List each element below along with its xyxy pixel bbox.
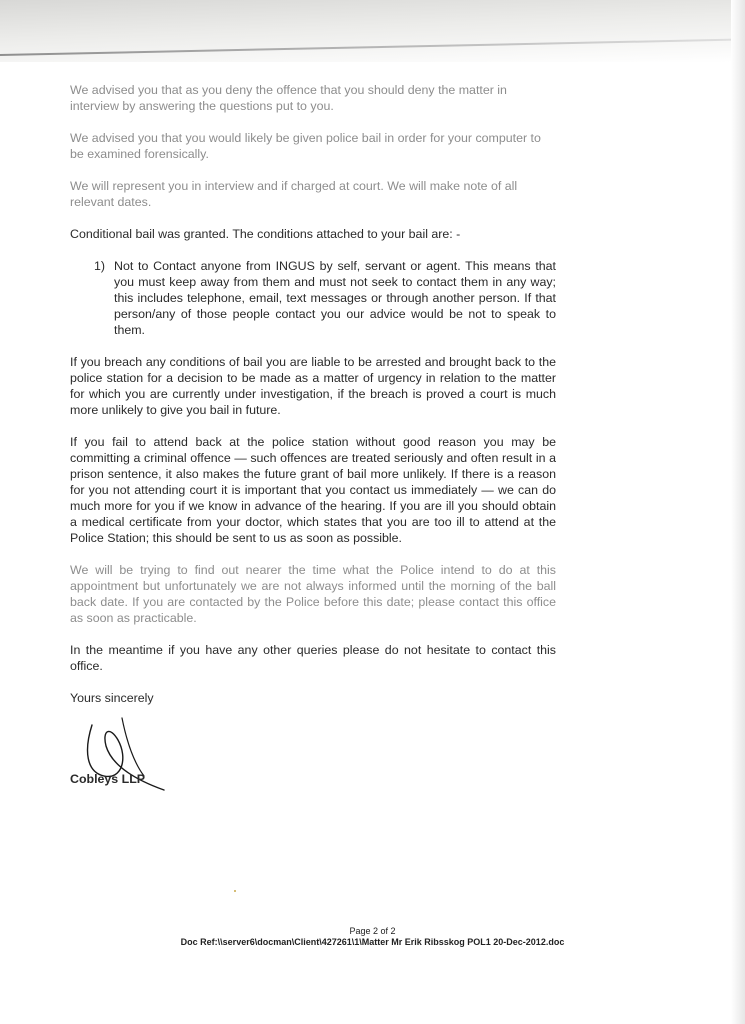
signatory-firm: Cobleys LLP (70, 772, 146, 786)
page-footer (0, 926, 745, 948)
paragraph-police-intent: We will be trying to find out nearer the time what the Police intend to do at this appointment but unfortunately we are not always informed until the morning of the ball back date. If you are contacted by the Police before this date; please contact this office as soon as practicable. (70, 563, 556, 625)
paragraph-breach-conditions: If you breach any conditions of bail you are liable to be arrested and brought back to the police station for a decision to be made as a matter of urgency in relation to the matter for which you are currently under investigation, if the breach is proved a court is much more unlikely to give you bail in future. (70, 355, 556, 417)
condition-number: 1) (94, 259, 106, 273)
letter-body (70, 82, 556, 706)
paragraph-fail-to-attend: If you fail to attend back at the police station without good reason you may be committing a criminal offence — such offences are treated seriously and often result in a prison sentence, it also makes the future grant of bail more unlikely. If there is a reason for you not attending court it is important that you contact us immediately — we can do much more for you if we know in advance of the hearing. If you are ill you should obtain a medical certificate from your doctor, which states that you are too ill to attend at the Police Station; this should be sent to us as soon as possible. (70, 435, 556, 545)
paragraph-conditional-bail: Conditional bail was granted. The conditions attached to your bail are: - (70, 227, 461, 241)
document-reference: Doc Ref:\\server6\docman\Client\427261\1\Matter Mr Erik Ribsskog POL1 20-Dec-2012.doc (180, 937, 565, 947)
paragraph-queries: In the meantime if you have any other queries please do not hesitate to contact this office. (70, 643, 556, 673)
closing-salutation: Yours sincerely (70, 691, 154, 705)
page-number: Page 2 of 2 (349, 926, 396, 936)
condition-text: Not to Contact anyone from INGUS by self, servant or agent. This means that you must keep away from them and must not seek to contact them in any way; this includes telephone, email, text messages or through another person. If that person/any of those people contact you our advice would be not to speak to them. (114, 259, 556, 337)
scan-speck (234, 890, 236, 892)
paragraph-police-bail: We advised you that you would likely be given police bail in order for your computer to be examined forensically. (70, 131, 541, 161)
scan-right-edge (731, 0, 745, 1024)
paragraph-deny-offence: We advised you that as you deny the offence that you should deny the matter in interview by answering the questions put to you. (70, 83, 507, 113)
paragraph-representation: We will represent you in interview and if charged at court. We will make note of all relevant dates. (70, 179, 518, 209)
bail-condition-item (94, 258, 556, 338)
